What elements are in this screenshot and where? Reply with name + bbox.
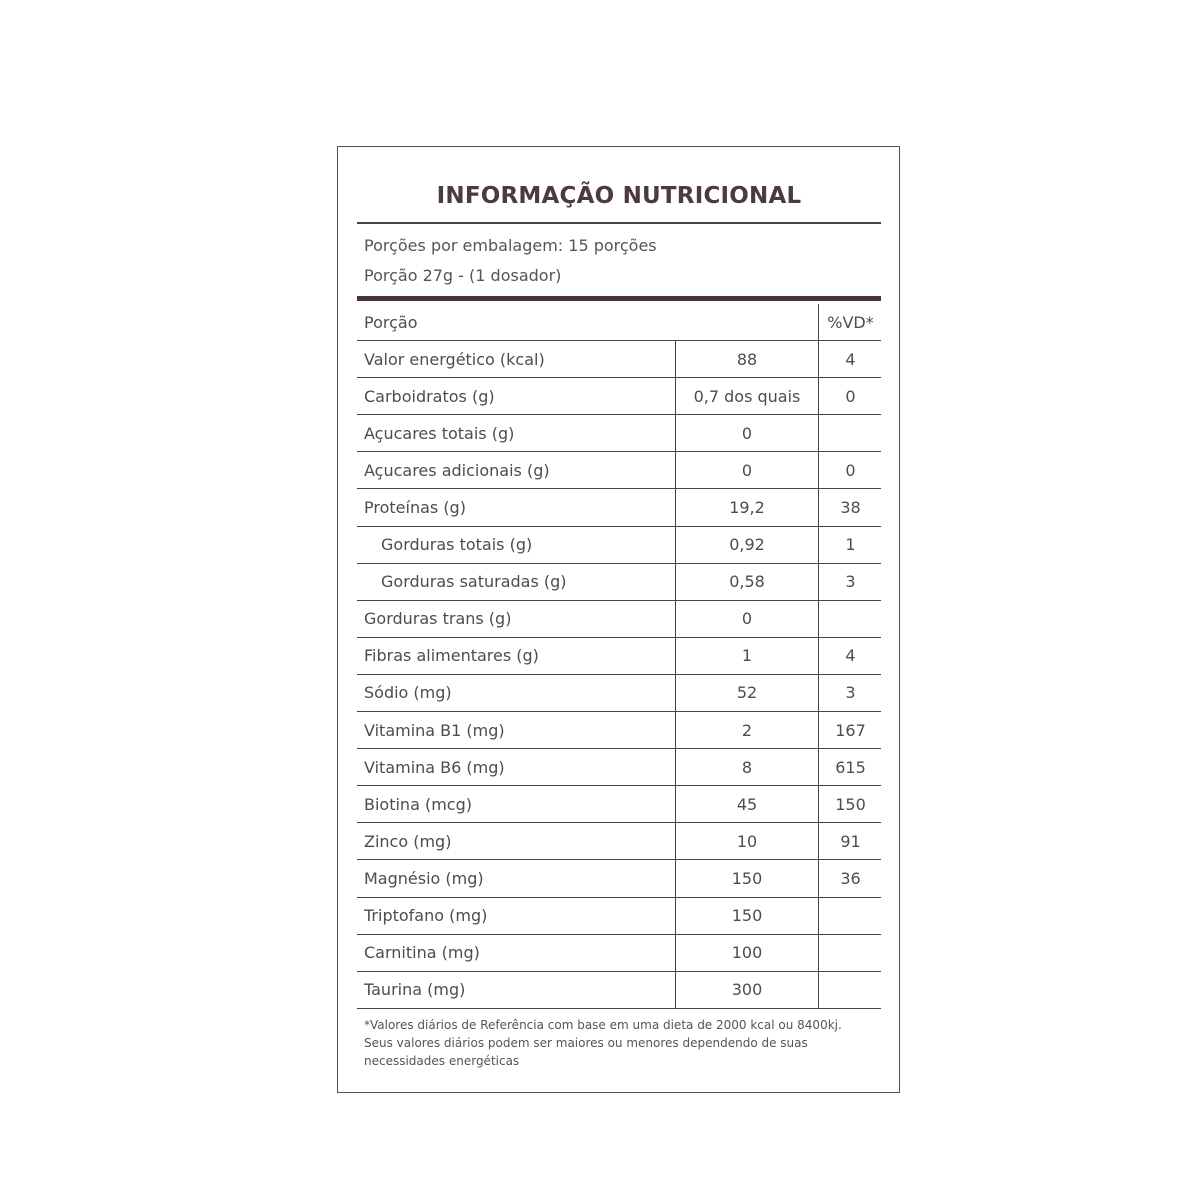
table-row — [357, 935, 881, 972]
nutrient-value: 10 — [675, 823, 818, 859]
nutrient-name: Proteínas (g) — [364, 498, 466, 518]
nutrient-name: Valor energético (kcal) — [364, 349, 545, 369]
nutrient-value: 300 — [675, 972, 818, 1008]
nutrient-value: 0,7 dos quais — [675, 378, 818, 414]
table-row — [357, 972, 881, 1009]
nutrient-value: 8 — [675, 749, 818, 785]
nutrient-vd: 38 — [818, 489, 882, 525]
nutrient-name: Gorduras saturadas (g) — [381, 572, 567, 592]
servings-per-package: Porções por embalagem: 15 porções — [364, 236, 657, 255]
nutrient-name: Sódio (mg) — [364, 683, 452, 703]
nutrient-vd — [818, 601, 882, 637]
footnote-line: Seus valores diários podem ser maiores ou menores dependendo de suas — [364, 1036, 808, 1050]
nutrient-name: Vitamina B1 (mg) — [364, 720, 505, 740]
table-header-row — [357, 304, 881, 341]
nutrient-value: 19,2 — [675, 489, 818, 525]
table-row — [357, 823, 881, 860]
table-row — [357, 860, 881, 897]
table-row — [357, 601, 881, 638]
nutrient-value: 0,92 — [675, 527, 818, 563]
nutrient-vd — [818, 935, 882, 971]
footnote — [364, 1016, 884, 1070]
nutrient-name: Triptofano (mg) — [364, 906, 488, 926]
nutrient-vd: 91 — [818, 823, 882, 859]
nutrient-name: Biotina (mcg) — [364, 794, 472, 814]
table-row — [357, 749, 881, 786]
nutrient-name: Gorduras totais (g) — [381, 535, 533, 555]
nutrient-vd: 4 — [818, 341, 882, 377]
table-row — [357, 898, 881, 935]
nutrient-vd: 0 — [818, 452, 882, 488]
nutrient-value: 0 — [675, 415, 818, 451]
nutrient-vd: 36 — [818, 860, 882, 896]
nutrient-value: 52 — [675, 675, 818, 711]
nutrient-value: 88 — [675, 341, 818, 377]
footnote-line: *Valores diários de Referência com base em uma dieta de 2000 kcal ou 8400kj. — [364, 1018, 842, 1032]
nutrient-value: 150 — [675, 860, 818, 896]
table-row — [357, 378, 881, 415]
nutrient-vd: 167 — [818, 712, 882, 748]
table-row — [357, 638, 881, 675]
nutrient-vd: 3 — [818, 675, 882, 711]
serving-size: Porção 27g - (1 dosador) — [364, 266, 562, 285]
nutrient-vd: 150 — [818, 786, 882, 822]
nutrient-name: Magnésio (mg) — [364, 868, 484, 888]
nutrient-value: 150 — [675, 898, 818, 934]
table-row — [357, 489, 881, 526]
nutrient-name: Açucares totais (g) — [364, 423, 515, 443]
nutrient-value: 0 — [675, 452, 818, 488]
table-row — [357, 415, 881, 452]
nutrient-name: Fibras alimentares (g) — [364, 646, 539, 666]
nutrition-table — [357, 304, 881, 1009]
thick-divider — [357, 296, 881, 301]
nutrient-name: Zinco (mg) — [364, 831, 452, 851]
nutrient-value: 1 — [675, 638, 818, 674]
table-row — [357, 712, 881, 749]
nutrient-vd — [818, 415, 882, 451]
title-divider — [357, 222, 881, 224]
nutrient-vd: 0 — [818, 378, 882, 414]
header-portion: Porção — [364, 312, 418, 332]
table-row — [357, 564, 881, 601]
nutrient-name: Gorduras trans (g) — [364, 609, 512, 629]
label-title: INFORMAÇÃO NUTRICIONAL — [436, 183, 802, 209]
table-row — [357, 675, 881, 712]
nutrient-vd: 615 — [818, 749, 882, 785]
nutrient-vd: 1 — [818, 527, 882, 563]
nutrient-name: Vitamina B6 (mg) — [364, 757, 505, 777]
nutrient-vd: 3 — [818, 564, 882, 600]
nutrient-value: 45 — [675, 786, 818, 822]
nutrient-value: 0 — [675, 601, 818, 637]
nutrient-value: 100 — [675, 935, 818, 971]
table-row — [357, 786, 881, 823]
nutrient-value: 2 — [675, 712, 818, 748]
table-row — [357, 341, 881, 378]
nutrient-name: Carboidratos (g) — [364, 386, 495, 406]
nutrient-name: Açucares adicionais (g) — [364, 460, 550, 480]
footnote-line: necessidades energéticas — [364, 1054, 520, 1068]
nutrient-name: Taurina (mg) — [364, 980, 466, 1000]
nutrient-vd: 4 — [818, 638, 882, 674]
nutrient-vd — [818, 972, 882, 1008]
nutrient-name: Carnitina (mg) — [364, 943, 480, 963]
header-vd: %VD* — [818, 304, 882, 340]
table-row — [357, 452, 881, 489]
table-row — [357, 527, 881, 564]
nutrient-vd — [818, 898, 882, 934]
nutrient-value: 0,58 — [675, 564, 818, 600]
